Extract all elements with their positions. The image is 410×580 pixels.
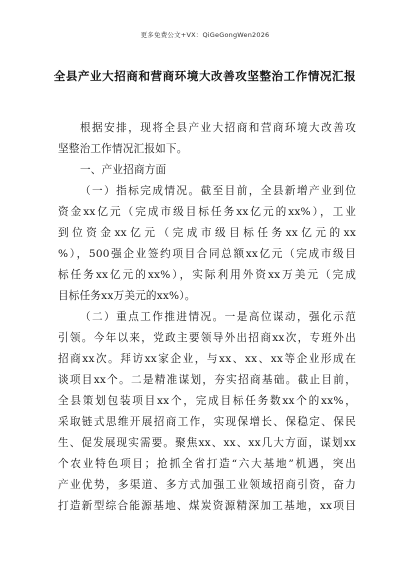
paragraph-line: 个农业特色项目；抢抓全省打造“六大基地”机遇，突出 — [58, 458, 356, 470]
paragraph-line: 产业优势，多渠道、多方式加强工业领域招商引资，奋力 — [58, 479, 356, 491]
section-heading: 一、产业招商方面 — [80, 164, 167, 176]
paragraph-line: %），500强企业签约项目合同总额xx亿元（完成市级目 — [58, 248, 356, 260]
paragraph-line: 全县策划包装项目xx个，完成目标任务数xx个的xx%， — [58, 395, 356, 407]
paragraph-line: 采取链式思维开展招商工作，实现保增长、保稳定、保民 — [58, 416, 356, 428]
paragraph-line: 生、促发展现实需要。聚焦xx、xx、xx几大方面，谋划xx — [58, 437, 356, 449]
header-watermark: 更多免费公文+VX：QiGeGongWen2026 — [140, 31, 270, 39]
paragraph-line: 资金xx亿元（完成市级目标任务xx亿元的xx%），工业 — [58, 206, 356, 218]
paragraph-line: 坚整治工作情况汇报如下。 — [58, 143, 188, 155]
document-body — [58, 118, 356, 517]
paragraph-line: 标任务xx亿元的xx%），实际利用外资xx万美元（完成 — [58, 269, 356, 281]
paragraph-line: 谈项目xx个。二是精准谋划，夯实招商基础。截止目前， — [58, 374, 356, 386]
paragraph-line: （一）指标完成情况。截至目前，全县新增产业到位 — [80, 185, 356, 197]
paragraph-line: 到位资金xx亿元（完成市级目标任务xx亿元的xx — [58, 227, 356, 239]
paragraph-line: 根据安排，现将全县产业大招商和营商环境大改善攻 — [80, 122, 356, 134]
paragraph-line: 打造新型综合能源基地、煤炭资源精深加工基地，xx项目 — [58, 500, 356, 512]
document-title: 全县产业大招商和营商环境大改善攻坚整治工作情况汇报 — [53, 69, 357, 83]
paragraph-line: 目标任务xx万美元的xx%）。 — [58, 290, 196, 302]
paragraph-line: 招商xx次。拜访xx家企业，与xx、xx、xx等企业形成在 — [58, 353, 356, 365]
paragraph-line: （二）重点工作推进情况。一是高位谋动，强化示范 — [80, 311, 356, 323]
paragraph-line: 引领。今年以来，党政主要领导外出招商xx次，专班外出 — [58, 332, 356, 344]
